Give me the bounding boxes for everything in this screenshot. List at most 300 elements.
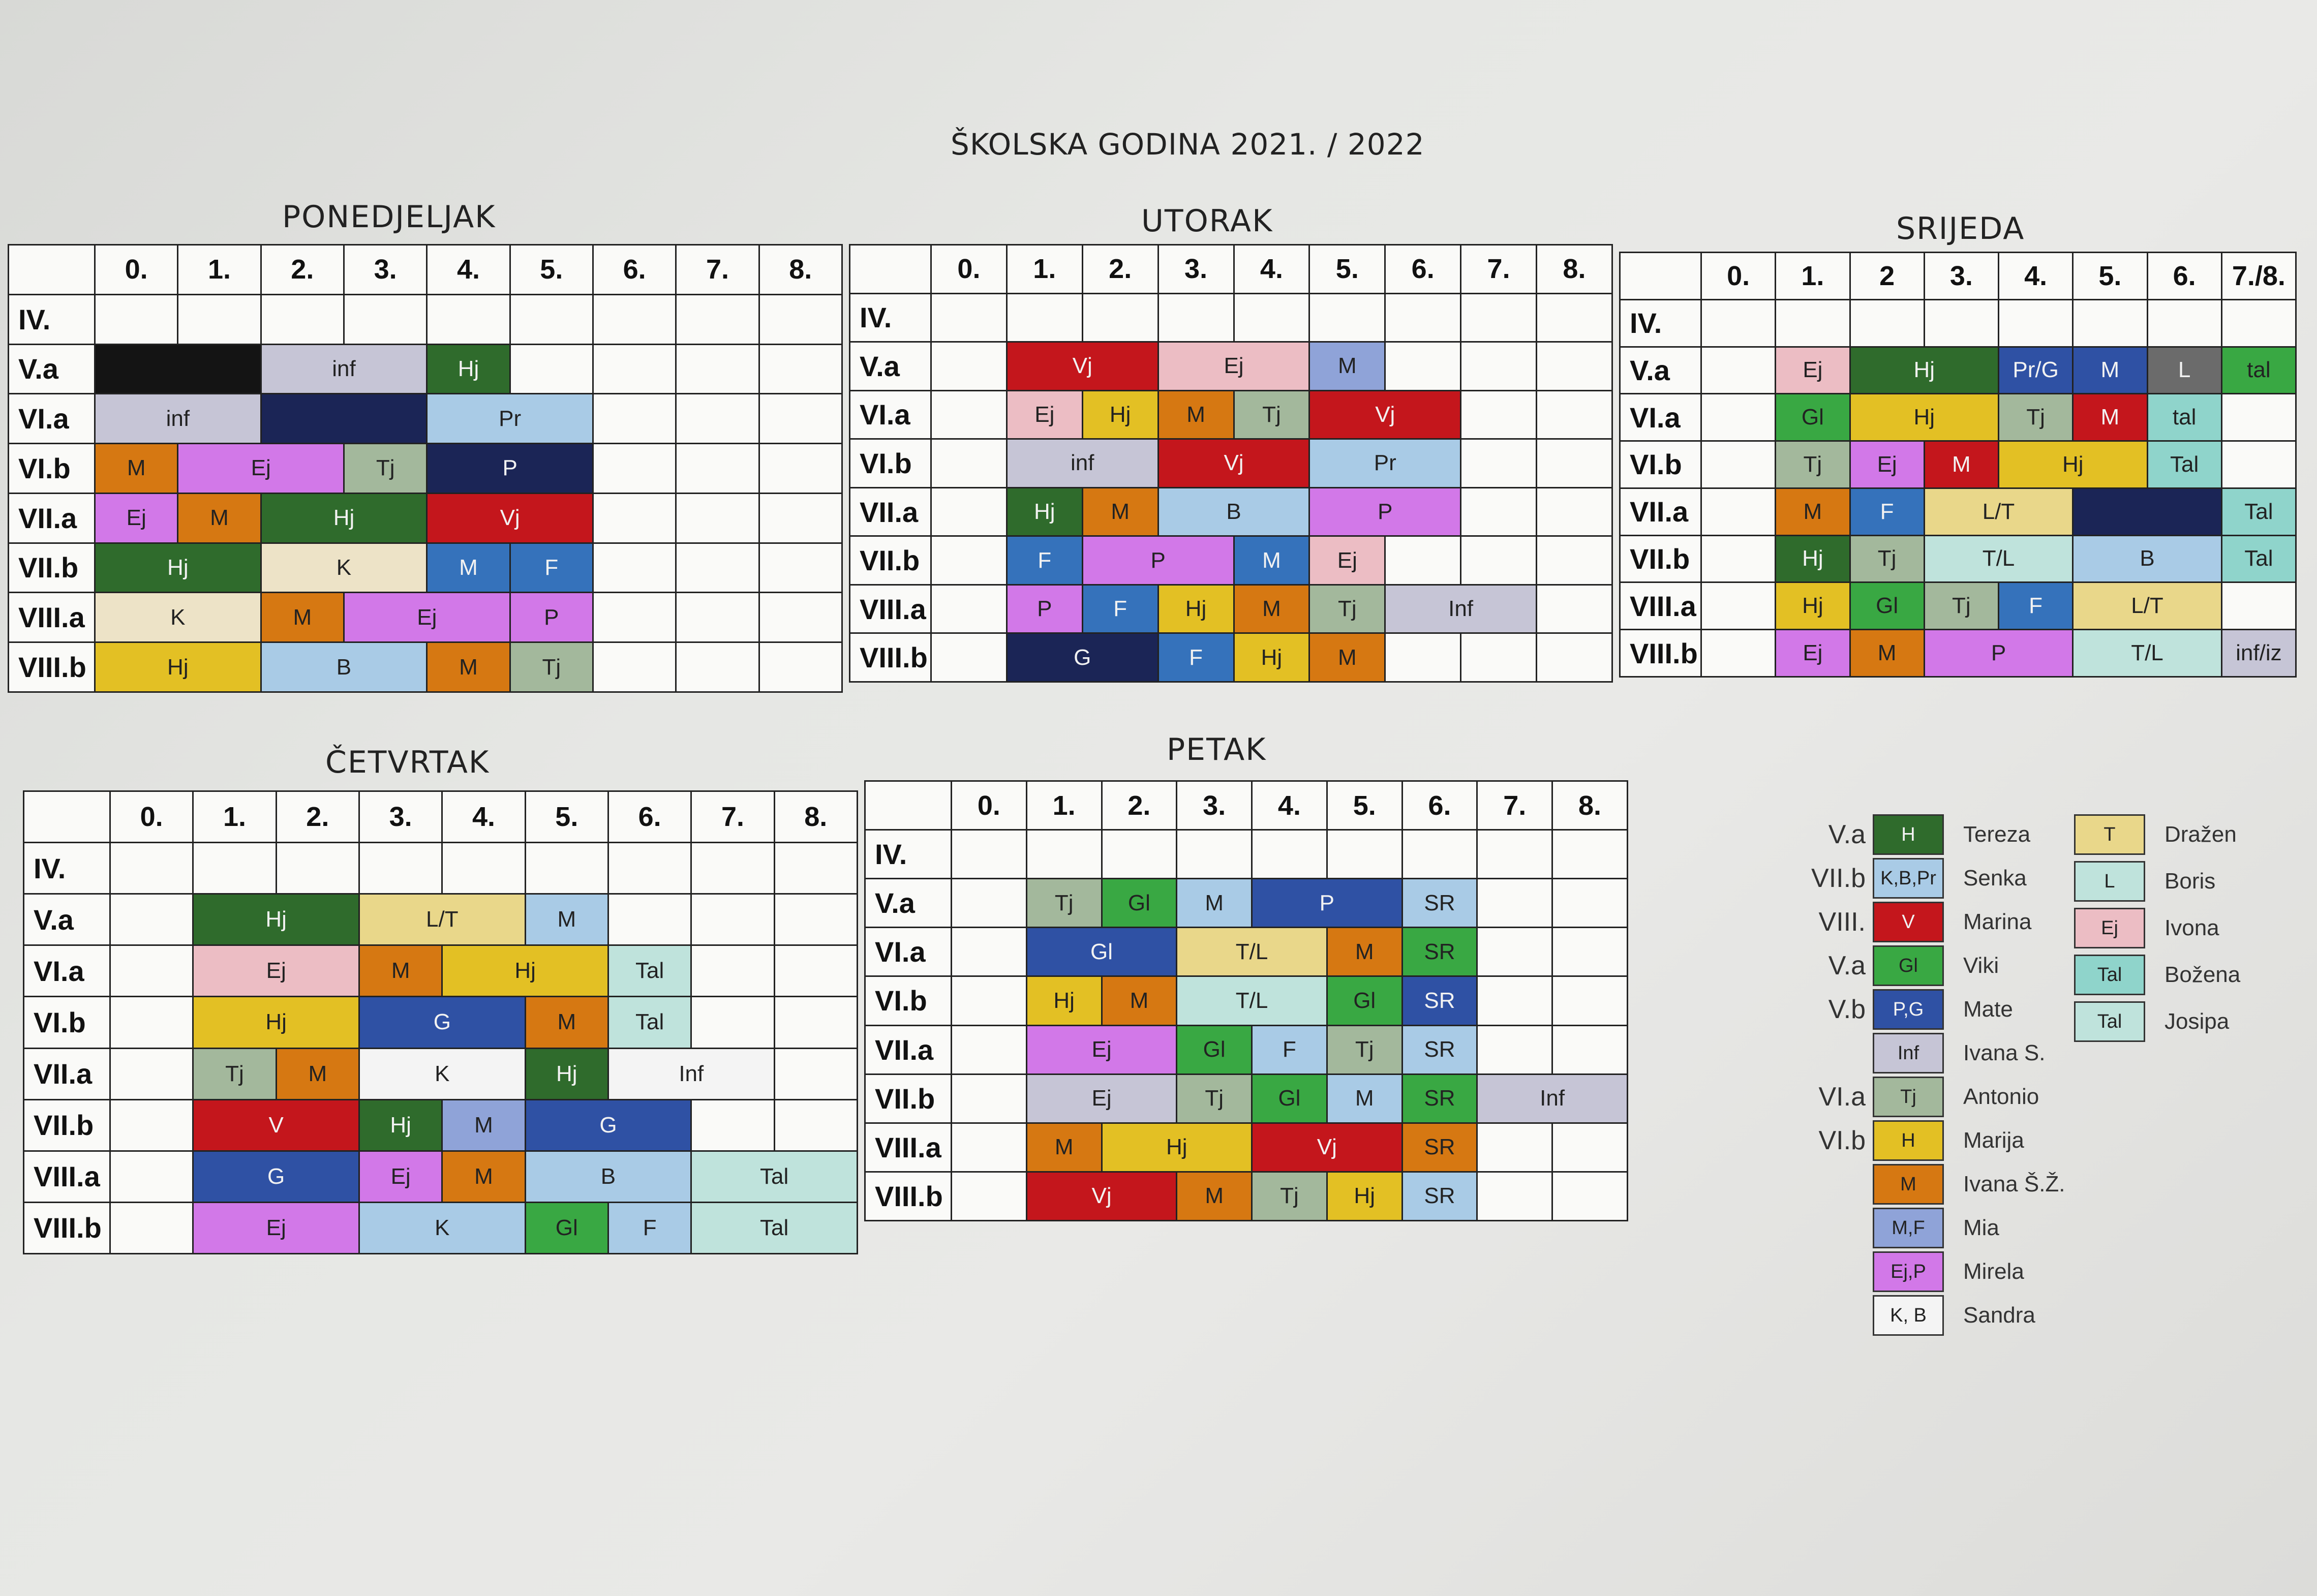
period-header: 7. <box>1461 245 1537 294</box>
empty-cell <box>510 344 593 394</box>
class-row <box>24 1048 858 1099</box>
empty-cell <box>1461 536 1537 585</box>
empty-cell <box>1402 830 1477 879</box>
class-row <box>1620 347 2296 394</box>
period-header: 7. <box>676 245 759 295</box>
period-header: 5. <box>525 791 608 843</box>
lesson-cell: L <box>2147 347 2221 394</box>
empty-cell <box>774 945 857 997</box>
empty-cell <box>1477 1025 1552 1074</box>
period-header: 2. <box>261 245 344 295</box>
lesson-cell: B <box>525 1151 691 1202</box>
lesson-cell: M <box>261 593 344 642</box>
empty-cell <box>1701 299 1776 347</box>
empty-cell <box>1537 342 1612 391</box>
lesson-cell: Tal <box>2221 488 2296 535</box>
lesson-cell: F <box>1007 536 1082 585</box>
period-header: 8. <box>759 245 842 295</box>
lesson-cell: M <box>1327 1074 1402 1123</box>
empty-cell <box>1385 633 1461 682</box>
lesson-cell: Hj <box>95 642 261 692</box>
legend-swatch: M <box>1873 1164 1944 1205</box>
lesson-cell: B <box>261 642 427 692</box>
class-row <box>9 294 842 344</box>
empty-cell <box>1701 488 1776 535</box>
class-label: VII.a <box>9 493 95 543</box>
period-header: 5. <box>2073 253 2147 300</box>
empty-cell <box>759 444 842 494</box>
lesson-cell: M <box>276 1048 359 1099</box>
lesson-cell <box>2073 488 2222 535</box>
day-title-utorak: UTORAK <box>1141 203 1273 239</box>
empty-cell <box>593 294 676 344</box>
empty-cell <box>1552 1025 1628 1074</box>
empty-cell <box>1327 830 1402 879</box>
empty-cell <box>1537 585 1612 633</box>
corner-cell <box>850 245 931 294</box>
legend-teacher: Senka <box>1963 866 2027 891</box>
empty-cell <box>95 294 178 344</box>
legend-teacher: Marija <box>1963 1128 2024 1153</box>
lesson-cell: SR <box>1402 1025 1477 1074</box>
empty-cell <box>1461 487 1537 536</box>
legend-class: VIII. <box>1818 907 1866 937</box>
lesson-cell: M <box>1177 879 1252 928</box>
class-label: VII.b <box>1620 535 1701 582</box>
empty-cell <box>608 843 691 894</box>
period-header: 5. <box>510 245 593 295</box>
class-label: VIII.b <box>850 633 931 682</box>
empty-cell <box>1999 299 2073 347</box>
lesson-cell: Tj <box>193 1048 276 1099</box>
lesson-cell: M <box>442 1099 525 1151</box>
empty-cell <box>593 642 676 692</box>
legend-swatch: V <box>1873 902 1944 942</box>
lesson-cell: B <box>2073 535 2222 582</box>
class-label: IV. <box>1620 299 1701 347</box>
lesson-cell: Tj <box>1252 1172 1327 1220</box>
class-row <box>865 928 1628 976</box>
lesson-cell: Tj <box>1309 585 1385 633</box>
lesson-cell: M <box>1177 1172 1252 1220</box>
lesson-cell: Tj <box>510 642 593 692</box>
lesson-cell: M <box>427 543 510 593</box>
class-row <box>850 585 1612 633</box>
empty-cell <box>442 843 525 894</box>
empty-cell <box>1552 830 1628 879</box>
empty-cell <box>1477 976 1552 1025</box>
empty-cell <box>952 1074 1027 1123</box>
period-header: 0. <box>95 245 178 295</box>
legend-swatch: K,B,Pr <box>1873 858 1944 899</box>
empty-cell <box>1007 293 1082 342</box>
period-header: 6. <box>608 791 691 843</box>
lesson-cell: Gl <box>1776 394 1850 441</box>
empty-cell <box>1850 299 1924 347</box>
lesson-cell: F <box>608 1202 691 1253</box>
lesson-cell: Inf <box>1477 1074 1628 1123</box>
empty-cell <box>952 928 1027 976</box>
class-label: VI.b <box>9 444 95 494</box>
legend-teacher: Viki <box>1963 953 1999 978</box>
lesson-cell: Tal <box>608 997 691 1048</box>
lesson-cell: M <box>1026 1123 1102 1172</box>
legend-entry <box>2074 907 2219 949</box>
class-label: V.a <box>850 342 931 391</box>
lesson-cell: M <box>442 1151 525 1202</box>
empty-cell <box>1102 830 1177 879</box>
lesson-cell: Tj <box>1924 582 1998 630</box>
class-row <box>865 1123 1628 1172</box>
class-row <box>1620 394 2296 441</box>
period-header: 2. <box>1082 245 1158 294</box>
lesson-cell: Hj <box>1007 487 1082 536</box>
empty-cell <box>1461 439 1537 488</box>
period-header: 3. <box>1177 781 1252 830</box>
legend-entry <box>1789 1250 2024 1293</box>
lesson-cell: Hj <box>1850 347 1999 394</box>
legend-entry <box>1789 857 2027 900</box>
day-title-srijeda: SRIJEDA <box>1896 211 2025 247</box>
empty-cell <box>1537 293 1612 342</box>
corner-cell <box>865 781 952 830</box>
class-row <box>9 444 842 494</box>
legend-swatch: Inf <box>1873 1033 1944 1073</box>
empty-cell <box>1385 342 1461 391</box>
empty-cell <box>676 593 759 642</box>
empty-cell <box>1552 1123 1628 1172</box>
empty-cell <box>525 843 608 894</box>
lesson-cell: T/L <box>1177 928 1327 976</box>
empty-cell <box>593 444 676 494</box>
period-header: 2. <box>276 791 359 843</box>
corner-cell <box>9 245 95 295</box>
lesson-cell: M <box>1850 630 1924 677</box>
period-header: 6. <box>2147 253 2221 300</box>
class-label: VIII.a <box>9 593 95 642</box>
legend-entry <box>2074 1000 2229 1043</box>
empty-cell <box>1537 536 1612 585</box>
lesson-cell: F <box>1252 1025 1327 1074</box>
class-label: VII.b <box>24 1099 110 1151</box>
lesson-cell: Hj <box>525 1048 608 1099</box>
lesson-cell: Vj <box>1007 342 1158 391</box>
legend-teacher: Dražen <box>2164 822 2237 847</box>
lesson-cell: SR <box>1402 928 1477 976</box>
class-label: VIII.a <box>850 585 931 633</box>
class-label: IV. <box>865 830 952 879</box>
lesson-cell: Ej <box>1850 441 1924 488</box>
empty-cell <box>1461 390 1537 439</box>
empty-cell <box>110 997 193 1048</box>
period-header: 1. <box>1007 245 1082 294</box>
class-label: VII.b <box>9 543 95 593</box>
lesson-cell: Ej <box>1309 536 1385 585</box>
lesson-cell: G <box>359 997 525 1048</box>
empty-cell <box>1701 347 1776 394</box>
lesson-cell: M <box>2073 394 2147 441</box>
empty-cell <box>2221 582 2296 630</box>
lesson-cell: Hj <box>1327 1172 1402 1220</box>
empty-cell <box>1552 928 1628 976</box>
legend-entry <box>1789 944 1999 987</box>
lesson-cell: Gl <box>525 1202 608 1253</box>
period-header: 1. <box>1776 253 1850 300</box>
legend-swatch: Gl <box>1873 945 1944 986</box>
empty-cell <box>2147 299 2221 347</box>
lesson-cell: F <box>1158 633 1234 682</box>
empty-cell <box>1477 879 1552 928</box>
empty-cell <box>931 536 1007 585</box>
class-row <box>1620 535 2296 582</box>
class-label: VI.a <box>850 390 931 439</box>
class-label: VI.a <box>865 928 952 976</box>
lesson-cell: T/L <box>1177 976 1327 1025</box>
period-header: 8. <box>1552 781 1628 830</box>
legend-swatch: H <box>1873 814 1944 855</box>
lesson-cell: SR <box>1402 976 1477 1025</box>
class-label: VIII.b <box>865 1172 952 1220</box>
lesson-cell: P <box>1252 879 1403 928</box>
class-label: VII.b <box>850 536 931 585</box>
class-label: IV. <box>24 843 110 894</box>
empty-cell <box>676 344 759 394</box>
empty-cell <box>359 843 442 894</box>
empty-cell <box>952 976 1027 1025</box>
lesson-cell: Gl <box>1102 879 1177 928</box>
lesson-cell: T/L <box>1924 535 2073 582</box>
period-header: 8. <box>774 791 857 843</box>
class-label: VIII.b <box>24 1202 110 1253</box>
empty-cell <box>1701 630 1776 677</box>
empty-cell <box>1309 293 1385 342</box>
corner-cell <box>24 791 110 843</box>
period-header: 7. <box>1477 781 1552 830</box>
lesson-cell: Tj <box>1234 390 1309 439</box>
class-label: VI.a <box>9 394 95 444</box>
lesson-cell: Hj <box>359 1099 442 1151</box>
lesson-cell: Gl <box>1252 1074 1327 1123</box>
lesson-cell: Hj <box>261 493 427 543</box>
class-row <box>24 1099 858 1151</box>
legend-entry <box>1789 901 2032 943</box>
empty-cell <box>1552 1172 1628 1220</box>
class-row <box>850 342 1612 391</box>
lesson-cell: F <box>1850 488 1924 535</box>
lesson-cell <box>261 394 427 444</box>
lesson-cell: Hj <box>442 945 608 997</box>
lesson-cell: M <box>1102 976 1177 1025</box>
empty-cell <box>691 997 774 1048</box>
empty-cell <box>1776 299 1850 347</box>
lesson-cell: P <box>1924 630 2073 677</box>
empty-cell <box>593 394 676 444</box>
lesson-cell: Hj <box>427 344 510 394</box>
empty-cell <box>691 894 774 945</box>
class-row <box>9 593 842 642</box>
empty-cell <box>774 997 857 1048</box>
class-row <box>9 642 842 692</box>
legend-teacher: Josipa <box>2164 1009 2230 1034</box>
class-label: VII.a <box>24 1048 110 1099</box>
empty-cell <box>1477 1123 1552 1172</box>
empty-cell <box>691 945 774 997</box>
class-row <box>850 390 1612 439</box>
lesson-cell: Ej <box>359 1151 442 1202</box>
lesson-cell: Tal <box>691 1202 858 1253</box>
lesson-cell: L/T <box>359 894 525 945</box>
class-row <box>1620 441 2296 488</box>
empty-cell <box>952 1172 1027 1220</box>
lesson-cell: B <box>1158 487 1309 536</box>
lesson-cell: M <box>2073 347 2147 394</box>
lesson-cell: M <box>1158 390 1234 439</box>
lesson-cell: L/T <box>2073 582 2222 630</box>
legend-swatch: Tal <box>2074 1001 2145 1042</box>
period-header: 3. <box>1924 253 1998 300</box>
legend-teacher: Ivana S. <box>1963 1040 2046 1065</box>
empty-cell <box>774 1048 857 1099</box>
period-header: 2 <box>1850 253 1924 300</box>
period-header: 0. <box>110 791 193 843</box>
lesson-cell: M <box>1924 441 1998 488</box>
class-row <box>865 1172 1628 1220</box>
empty-cell <box>510 294 593 344</box>
lesson-cell: M <box>1309 342 1385 391</box>
empty-cell <box>759 493 842 543</box>
lesson-cell: Tal <box>691 1151 858 1202</box>
lesson-cell: Hj <box>1158 585 1234 633</box>
empty-cell <box>1252 830 1327 879</box>
empty-cell <box>676 294 759 344</box>
page-title: ŠKOLSKA GODINA 2021. / 2022 <box>951 127 1425 162</box>
lesson-cell: SR <box>1402 1172 1477 1220</box>
lesson-cell: M <box>1082 487 1158 536</box>
lesson-cell: G <box>525 1099 691 1151</box>
legend-swatch: L <box>2074 861 2145 902</box>
empty-cell <box>759 344 842 394</box>
lesson-cell: Ej <box>178 444 344 494</box>
lesson-cell: K <box>359 1202 525 1253</box>
empty-cell <box>2221 299 2296 347</box>
class-row <box>24 1202 858 1253</box>
legend-teacher: Tereza <box>1963 822 2031 847</box>
period-header: 4. <box>1999 253 2073 300</box>
lesson-cell: Hj <box>1026 976 1102 1025</box>
lesson-cell: Pr/G <box>1999 347 2073 394</box>
period-header: 4. <box>427 245 510 295</box>
legend-swatch: Ej,P <box>1873 1251 1944 1292</box>
lesson-cell: M <box>427 642 510 692</box>
lesson-cell: Pr <box>427 394 593 444</box>
class-label: VI.b <box>850 439 931 488</box>
class-row <box>9 394 842 444</box>
class-row <box>850 487 1612 536</box>
lesson-cell: Gl <box>1026 928 1177 976</box>
legend-class: VII.b <box>1811 864 1866 893</box>
lesson-cell: Ej <box>1026 1074 1177 1123</box>
lesson-cell: SR <box>1402 879 1477 928</box>
lesson-cell: F <box>510 543 593 593</box>
empty-cell <box>593 344 676 394</box>
class-row <box>1620 630 2296 677</box>
empty-cell <box>1461 293 1537 342</box>
legend-teacher: Antonio <box>1963 1084 2039 1109</box>
lesson-cell: Tj <box>1776 441 1850 488</box>
empty-cell <box>593 543 676 593</box>
empty-cell <box>178 294 261 344</box>
empty-cell <box>931 293 1007 342</box>
class-row <box>1620 488 2296 535</box>
empty-cell <box>1461 633 1537 682</box>
corner-cell <box>1620 253 1701 300</box>
empty-cell <box>676 642 759 692</box>
period-header: 7. <box>691 791 774 843</box>
legend-entry <box>1789 1032 2045 1075</box>
empty-cell <box>774 843 857 894</box>
empty-cell <box>931 342 1007 391</box>
lesson-cell: M <box>1234 585 1309 633</box>
empty-cell <box>1701 535 1776 582</box>
class-label: VIII.a <box>24 1151 110 1202</box>
period-header: 0. <box>1701 253 1776 300</box>
lesson-cell: F <box>1082 585 1158 633</box>
class-label: IV. <box>850 293 931 342</box>
lesson-cell: P <box>1082 536 1234 585</box>
period-header: 2. <box>1102 781 1177 830</box>
period-header: 6. <box>1385 245 1461 294</box>
legend-class: V.a <box>1828 951 1866 980</box>
legend-teacher: Mate <box>1963 997 2013 1022</box>
lesson-cell: Hj <box>1102 1123 1252 1172</box>
timetable-ponedjeljak <box>8 244 843 693</box>
day-title-ponedjeljak: PONEDJELJAK <box>282 199 496 235</box>
lesson-cell: M <box>1776 488 1850 535</box>
empty-cell <box>676 394 759 444</box>
lesson-cell: M <box>525 894 608 945</box>
timetable-utorak <box>849 244 1613 683</box>
legend-class: V.b <box>1828 995 1866 1024</box>
legend-teacher: Mia <box>1963 1215 1999 1240</box>
period-header: 3. <box>1158 245 1234 294</box>
class-row <box>865 1074 1628 1123</box>
lesson-cell: M <box>359 945 442 997</box>
lesson-cell: Ej <box>1776 347 1850 394</box>
class-label: VIII.b <box>9 642 95 692</box>
legend-teacher: Ivana Š.Ž. <box>1963 1172 2065 1196</box>
class-row <box>9 493 842 543</box>
lesson-cell: K <box>359 1048 525 1099</box>
legend-swatch: K, B <box>1873 1295 1944 1336</box>
class-label: VII.a <box>1620 488 1701 535</box>
empty-cell <box>1537 487 1612 536</box>
lesson-cell: L/T <box>1924 488 2073 535</box>
lesson-cell: Tal <box>2147 441 2221 488</box>
empty-cell <box>110 894 193 945</box>
lesson-cell: Tj <box>1999 394 2073 441</box>
lesson-cell: Tal <box>2221 535 2296 582</box>
lesson-cell: M <box>525 997 608 1048</box>
lesson-cell: Hj <box>1082 390 1158 439</box>
lesson-cell: Gl <box>1327 976 1402 1025</box>
lesson-cell: Tj <box>1177 1074 1252 1123</box>
empty-cell <box>1924 299 1998 347</box>
legend-entry <box>2074 860 2215 903</box>
day-title-petak: PETAK <box>1167 732 1267 768</box>
class-row <box>9 344 842 394</box>
lesson-cell: Ej <box>95 493 178 543</box>
class-row <box>865 1025 1628 1074</box>
